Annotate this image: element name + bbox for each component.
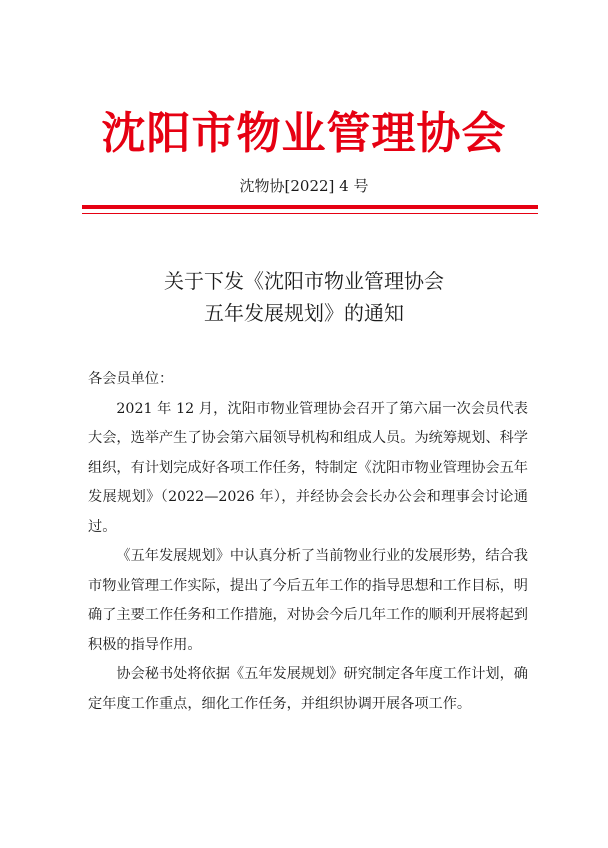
red-divider-thick	[82, 205, 538, 209]
body-paragraph-2: 《五年发展规划》中认真分析了当前物业行业的发展形势，结合我市物业管理工作实际，提出了今后五年工作的指导思想和工作目标，明确了主要工作任务和工作措施，对协会今后几年工作的顺利开展将起到积极的指导作用。	[88, 548, 528, 653]
notice-title-line-2: 五年发展规划》的通知	[204, 301, 404, 325]
salutation: 各会员单位：	[88, 371, 174, 387]
notice-title-line-1: 关于下发《沈阳市物业管理协会	[164, 269, 444, 293]
notice-title	[0, 265, 608, 329]
red-divider-thin	[82, 213, 538, 214]
body-paragraph-3: 协会秘书处将依据《五年发展规划》研究制定各年度工作计划，确定年度工作重点，细化工作任务，并组织协调开展各项工作。	[88, 666, 528, 712]
organization-letterhead: 沈阳市物业管理协会	[101, 108, 507, 159]
document-number: 沈物协[2022] 4 号	[239, 177, 369, 195]
body-paragraph-1: 2021 年 12 月，沈阳市物业管理协会召开了第六届一次会员代表大会，选举产生了协会第六届领导机构和组成人员。为统筹规划、科学组织，有计划完成好各项工作任务，特制定《沈阳市物业管理协会五年发展规划》（2022—2026 年），并经协会会长办公会和理事会讨论通过。	[88, 400, 528, 535]
notice-body	[88, 365, 528, 719]
